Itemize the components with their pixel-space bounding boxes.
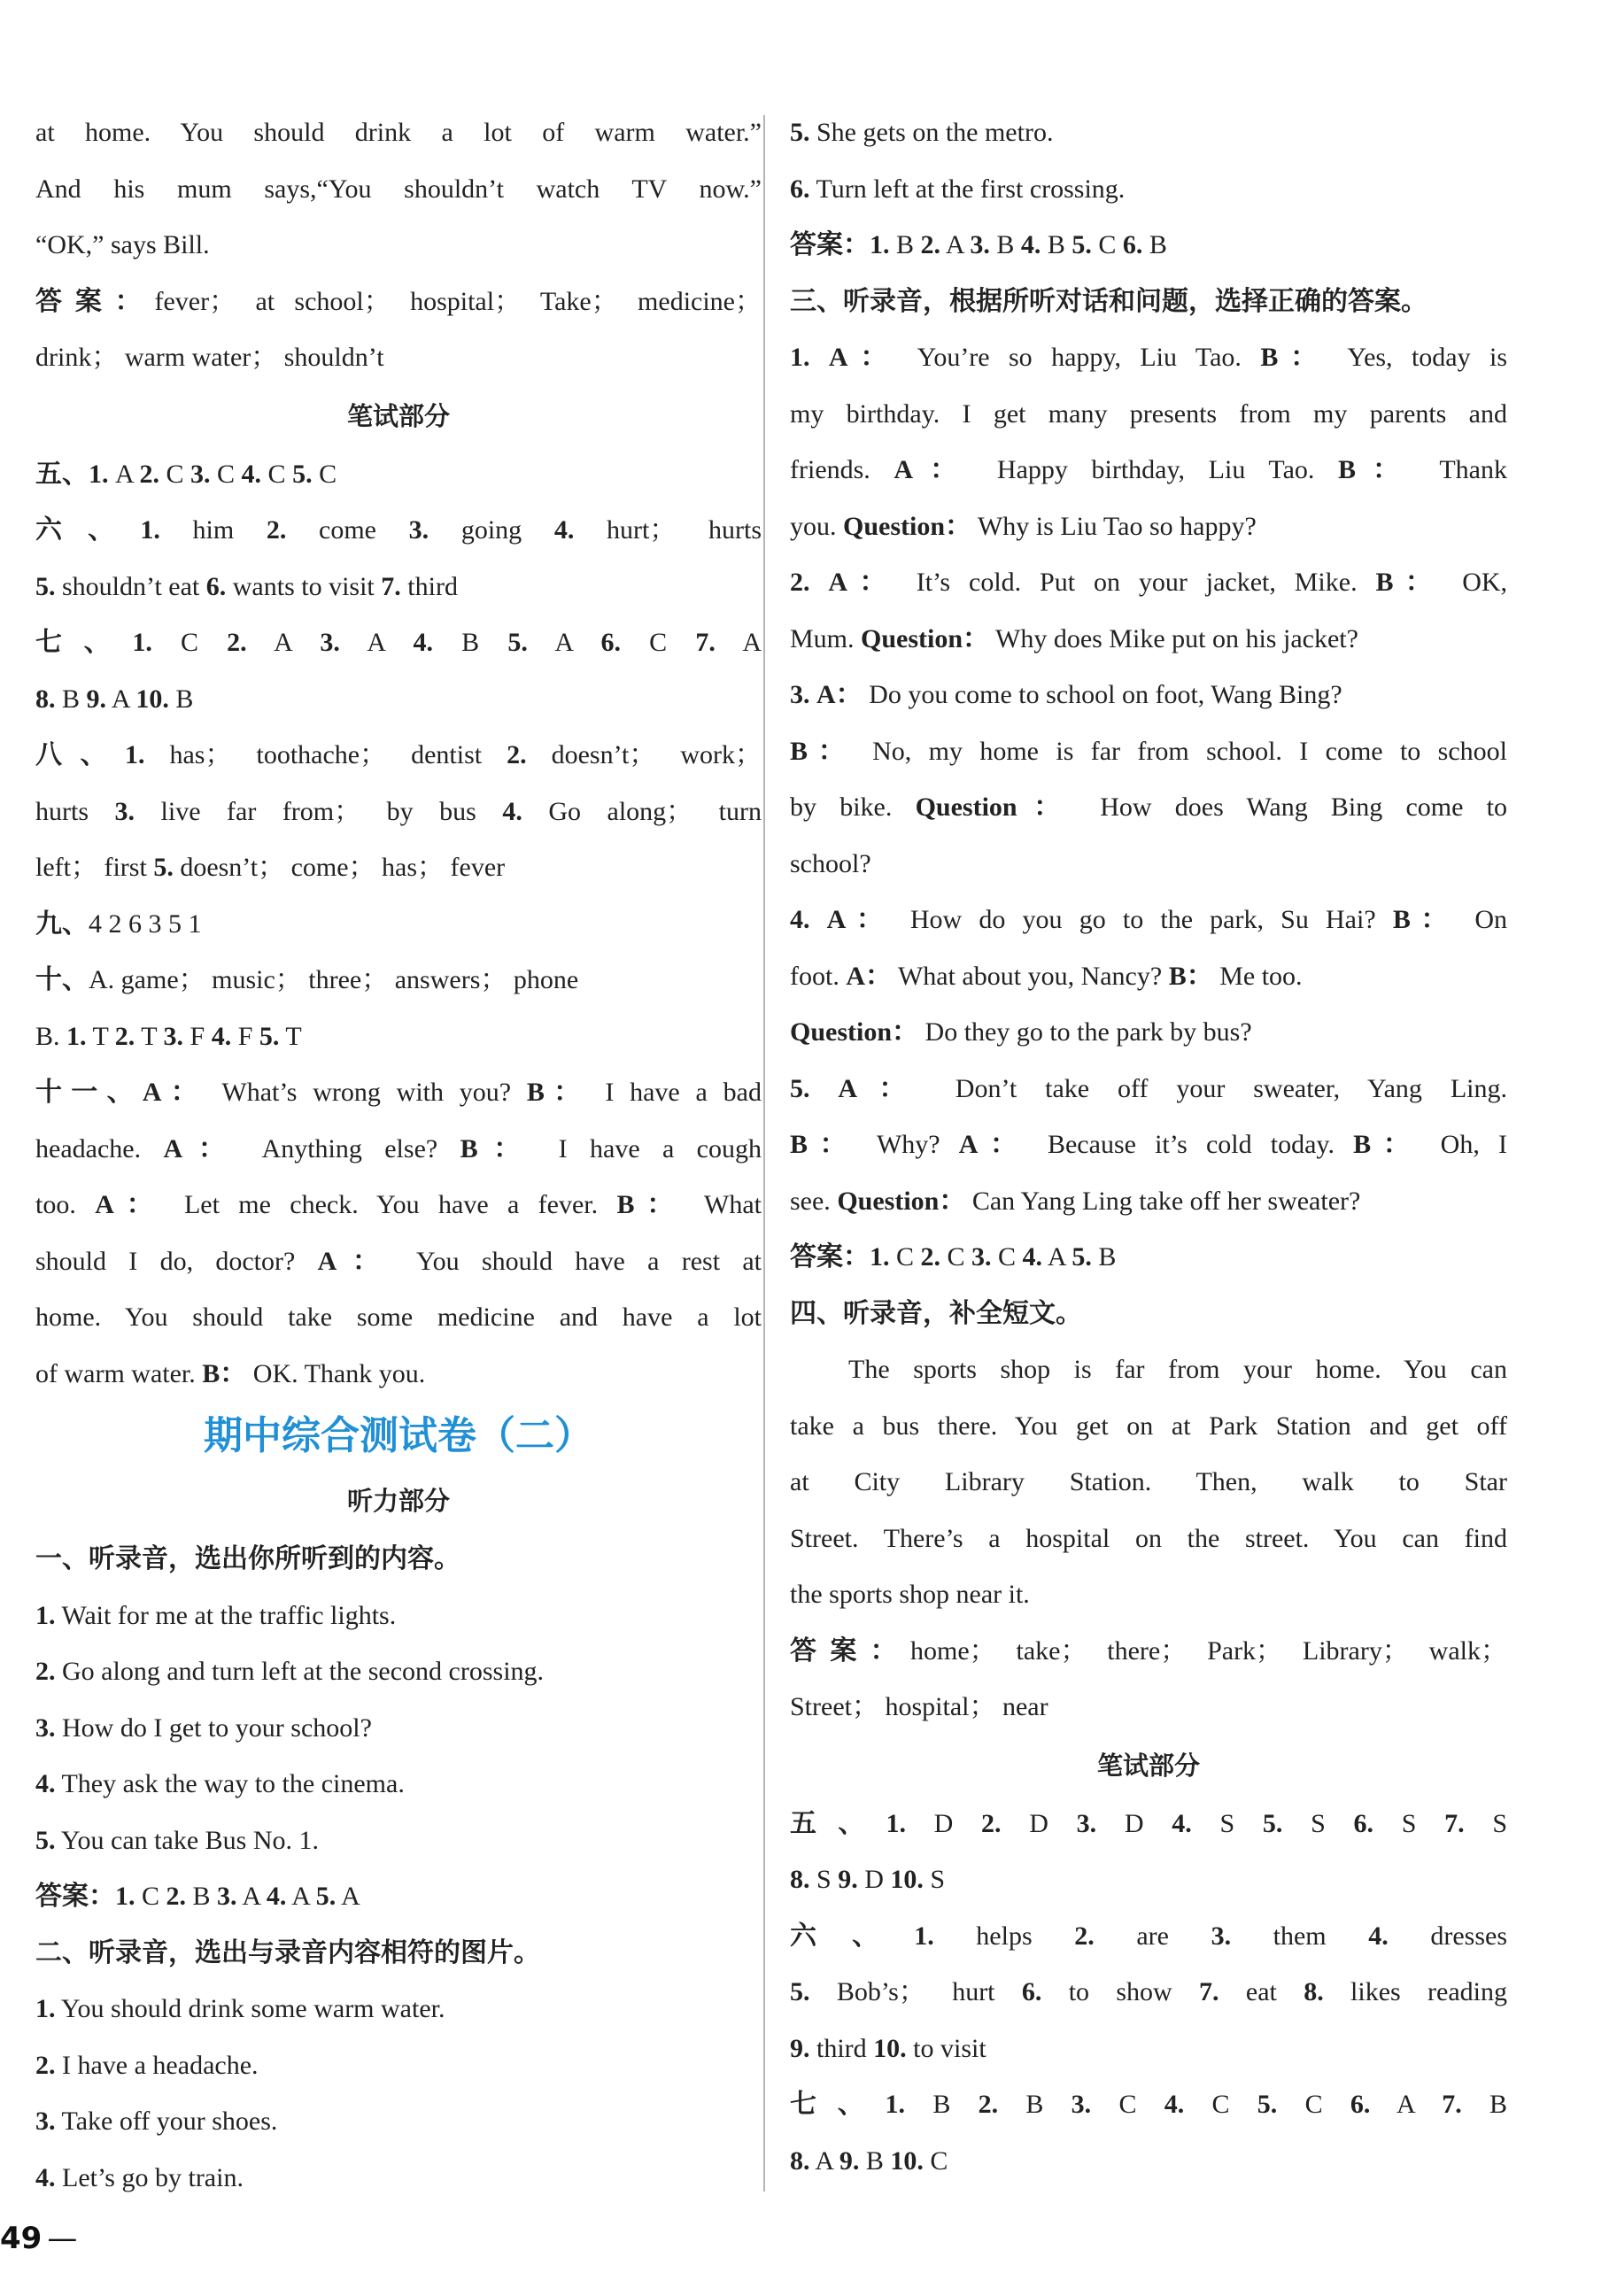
section-label: 答案： [35, 1881, 115, 1912]
left-text-line [35, 1756, 762, 1813]
right-text-line [790, 836, 1507, 893]
column-divider [763, 115, 765, 2192]
left-text-line [35, 1233, 762, 1290]
section-heading: 一、听录音，选出你所听到的内容。 [35, 1543, 460, 1574]
line-text: 1. has； toothache； dentist 2. doesn’t； work； [125, 740, 762, 769]
section-label: 答案： [790, 1635, 910, 1666]
line-text: left； first 5. doesn’t； come； has； fever [35, 853, 506, 882]
line-text: Street. There’s a hospital on the street. You can find [790, 1523, 1507, 1553]
right-text-line [790, 554, 1507, 611]
line-text: 3. How do I get to your school? [35, 1712, 372, 1743]
line-text: 1. him 2. come 3. going 4. hurt； hurts [140, 515, 762, 545]
right-text-line [790, 161, 1507, 218]
line-text: the sports shop near it. [790, 1580, 1030, 1609]
line-text: drink； warm water； shouldn’t [35, 343, 384, 372]
right-text-line [790, 1566, 1507, 1623]
line-text: foot. A： What about you, Nancy? B： Me too. [790, 961, 1303, 991]
left-text-line [35, 446, 762, 503]
right-text-line [790, 2076, 1507, 2133]
line-text: 4. Let’s go by train. [35, 2162, 244, 2192]
left-text-line [35, 1700, 762, 1757]
line-text: 1. helps 2. are 3. them 4. dresses [914, 1921, 1507, 1951]
left-text-line [35, 1346, 762, 1403]
left-text-line [35, 1588, 762, 1644]
section-label: 九、 [35, 908, 89, 939]
section-label: 七、 [790, 2089, 886, 2120]
left-text-line [35, 104, 762, 161]
line-text: 6. Turn left at the first crossing. [790, 174, 1126, 204]
right-text-line [790, 1454, 1507, 1511]
line-text: 5. You can take Bus No. 1. [35, 1825, 319, 1855]
line-text: 3. A： Do you come to school on foot, Wang Bing? [790, 680, 1342, 709]
right-text-line [790, 1398, 1507, 1455]
line-text: 1. Wait for me at the traffic lights. [35, 1600, 397, 1630]
section-label: 七、 [35, 627, 133, 658]
page-number-value: 49 [0, 2221, 43, 2256]
section-label: 八、 [35, 739, 125, 770]
line-text: A. game； music； three； answers； phone [89, 965, 579, 994]
right-text-line [790, 948, 1507, 1005]
line-text: B： No, my home is far from school. I come to school [790, 736, 1507, 766]
right-text-line [790, 1117, 1507, 1173]
right-text-line [790, 104, 1507, 161]
line-text: 2. A： It’s cold. Put on your jacket, Mike. B： OK, [790, 568, 1507, 597]
section-label: 答案： [790, 1241, 870, 1272]
line-text: The sports shop is far from your home. You can [848, 1355, 1507, 1384]
right-text-line [790, 1851, 1507, 1908]
line-text: 1. C 2. A 3. A 4. B 5. A 6. C 7. A [132, 628, 762, 657]
line-text: home； take； there； Park； Library； walk； [910, 1635, 1507, 1666]
right-text-line [790, 611, 1507, 668]
left-text-line [35, 1813, 762, 1869]
line-text: Question： Do they go to the park by bus? [790, 1017, 1252, 1047]
line-text: Mum. Question： Why does Mike put on his jacket? [790, 623, 1358, 653]
line-text: 1. B 2. A 3. B 4. B 5. C 6. B [870, 230, 1167, 259]
section-label: 十、 [35, 964, 89, 995]
left-text-line [35, 615, 762, 671]
right-text-line [790, 1964, 1507, 2021]
line-text: headache. A： Anything else? B： I have a cough [35, 1133, 762, 1163]
part-heading: 听力部分 [346, 1486, 450, 1516]
left-text-line [35, 274, 762, 330]
line-text: And his mum says,“You shouldn’t watch TV now.” [35, 174, 762, 204]
test-title: 期中综合测试卷（二） [204, 1413, 593, 1458]
left-text-line [35, 2037, 762, 2094]
left-text-line [35, 502, 762, 559]
line-text: fever； at school； hospital； Take； medicine； [154, 286, 762, 316]
line-text: 4 2 6 3 5 1 [89, 908, 202, 939]
right-column [790, 104, 1507, 2189]
right-text-line [790, 1004, 1507, 1061]
page-number [0, 2221, 77, 2256]
right-text-line [790, 2021, 1507, 2077]
line-text: 8. S 9. D 10. S [790, 1865, 946, 1894]
section-label: 五、 [35, 458, 89, 490]
section-label: 十一、 [35, 1077, 143, 1108]
line-text: 1. C 2. C 3. C 4. A 5. B [870, 1242, 1117, 1272]
line-text: school? [790, 848, 871, 878]
right-text-line [790, 667, 1507, 723]
line-text: 2. Go along and turn left at the second crossing. [35, 1657, 545, 1686]
left-text-line [35, 1289, 762, 1346]
line-text: A： What’s wrong with you? B： I have a bad [142, 1078, 762, 1107]
right-text-line [790, 1908, 1507, 1965]
left-text-line [35, 2093, 762, 2150]
section-label: 五、 [790, 1807, 886, 1839]
right-text-line [790, 499, 1507, 555]
line-text: 1. You should drink some warm water. [35, 1994, 445, 2023]
line-text: 1. D 2. D 3. D 4. S 5. S 6. S 7. S [886, 1808, 1507, 1838]
right-text-line [790, 1229, 1507, 1286]
section-label: 答案： [35, 285, 155, 317]
line-text: 1. A 2. C 3. C 4. C 5. C [89, 459, 337, 489]
left-text-line [35, 671, 762, 728]
left-text-line [35, 784, 762, 840]
line-text: 4. They ask the way to the cinema. [35, 1769, 405, 1798]
right-text-line [790, 1623, 1507, 1680]
line-text: 5. Bob’s； hurt 6. to show 7. eat 8. likes reading [790, 1977, 1507, 2006]
right-text-line [790, 1679, 1507, 1736]
right-text-line [790, 723, 1507, 780]
left-column [35, 104, 762, 2206]
left-text-line [35, 952, 762, 1009]
line-text: B. 1. T 2. T 3. F 4. F 5. T [35, 1021, 302, 1051]
line-text: 1. C 2. B 3. A 4. A 5. A [115, 1882, 360, 1911]
left-text-line [35, 1643, 762, 1700]
left-text-line [35, 1121, 762, 1178]
line-text: 5. shouldn’t eat 6. wants to visit 7. third [35, 571, 458, 601]
line-text: hurts 3. live far from； by bus 4. Go along； turn [35, 796, 762, 826]
section-label: 答案： [790, 229, 870, 260]
section-heading: 三、听录音，根据所听对话和问题，选择正确的答案。 [790, 285, 1427, 317]
right-text-line [790, 2133, 1507, 2190]
line-text: 2. I have a headache. [35, 2050, 259, 2080]
right-text-line [790, 1061, 1507, 1117]
right-text-line [790, 1173, 1507, 1230]
right-text-line [790, 892, 1507, 948]
page-number-dash: — [47, 2221, 78, 2256]
line-text: 3. Take off your shoes. [35, 2107, 278, 2136]
section-label: 六、 [790, 1920, 915, 1952]
line-text: should I do, doctor? A： You should have a rest at [35, 1246, 762, 1276]
part-heading: 笔试部分 [346, 400, 450, 431]
line-text: too. A： Let me check. You have a fever. B： What [35, 1190, 762, 1219]
line-text: Street； hospital； near [790, 1692, 1048, 1721]
line-text: you. Question： Why is Liu Tao so happy? [790, 511, 1257, 541]
left-text-line [35, 329, 762, 386]
line-text: see. Question： Can Yang Ling take off her sweater? [790, 1186, 1361, 1216]
line-text: of warm water. B： OK. Thank you. [35, 1358, 426, 1388]
left-text-line [35, 1009, 762, 1065]
line-text: home. You should take some medicine and have a lot [35, 1303, 762, 1332]
line-text: “OK,” says Bill. [35, 230, 210, 259]
left-text-line [35, 839, 762, 896]
line-text: 5. She gets on the metro. [790, 118, 1054, 147]
right-text-line [790, 779, 1507, 836]
left-text-line [35, 1177, 762, 1233]
left-text-line [35, 727, 762, 784]
part-heading: 笔试部分 [1096, 1750, 1200, 1781]
right-text-line [790, 329, 1507, 386]
line-text: friends. A： Happy birthday, Liu Tao. B： Thank [790, 455, 1507, 484]
line-text: take a bus there. You get on at Park Station and get off [790, 1411, 1507, 1441]
line-text: 9. third 10. to visit [790, 2033, 986, 2063]
left-text-line [35, 2150, 762, 2207]
line-text: 8. B 9. A 10. B [35, 684, 194, 714]
left-text-line [35, 1064, 762, 1121]
line-text: B： Why? A： Because it’s cold today. B： Oh, I [790, 1130, 1507, 1159]
right-text-line [790, 1796, 1507, 1852]
left-text-line [35, 1868, 762, 1925]
section-label: 六、 [35, 514, 141, 545]
line-text: 8. A 9. B 10. C [790, 2145, 948, 2176]
line-text: 1. B 2. B 3. C 4. C 5. C 6. A 7. B [885, 2090, 1507, 2119]
line-text: at City Library Station. Then, walk to Star [790, 1467, 1507, 1496]
left-text-line [35, 1981, 762, 2037]
left-text-line [35, 217, 762, 274]
line-text: by bike. Question： How does Wang Bing come to [790, 792, 1507, 822]
right-text-line [790, 1511, 1507, 1567]
left-text-line [35, 896, 762, 953]
line-text: 1. A： You’re so happy, Liu Tao. B： Yes, today is [790, 343, 1507, 372]
left-text-line [35, 559, 762, 615]
line-text: at home. You should drink a lot of warm water.” [35, 118, 762, 147]
line-text: 4. A： How do you go to the park, Su Hai? B： On [790, 905, 1507, 934]
section-heading: 四、听录音，补全短文。 [790, 1297, 1082, 1329]
left-text-line [35, 161, 762, 218]
right-text-line [790, 1341, 1507, 1398]
line-text: 5. A： Don’t take off your sweater, Yang Ling. [790, 1073, 1507, 1103]
right-text-line [790, 386, 1507, 443]
line-text: my birthday. I get many presents from my parents and [790, 398, 1507, 429]
right-text-line [790, 217, 1507, 274]
section-heading: 二、听录音，选出与录音内容相符的图片。 [35, 1937, 540, 1968]
right-text-line [790, 442, 1507, 499]
